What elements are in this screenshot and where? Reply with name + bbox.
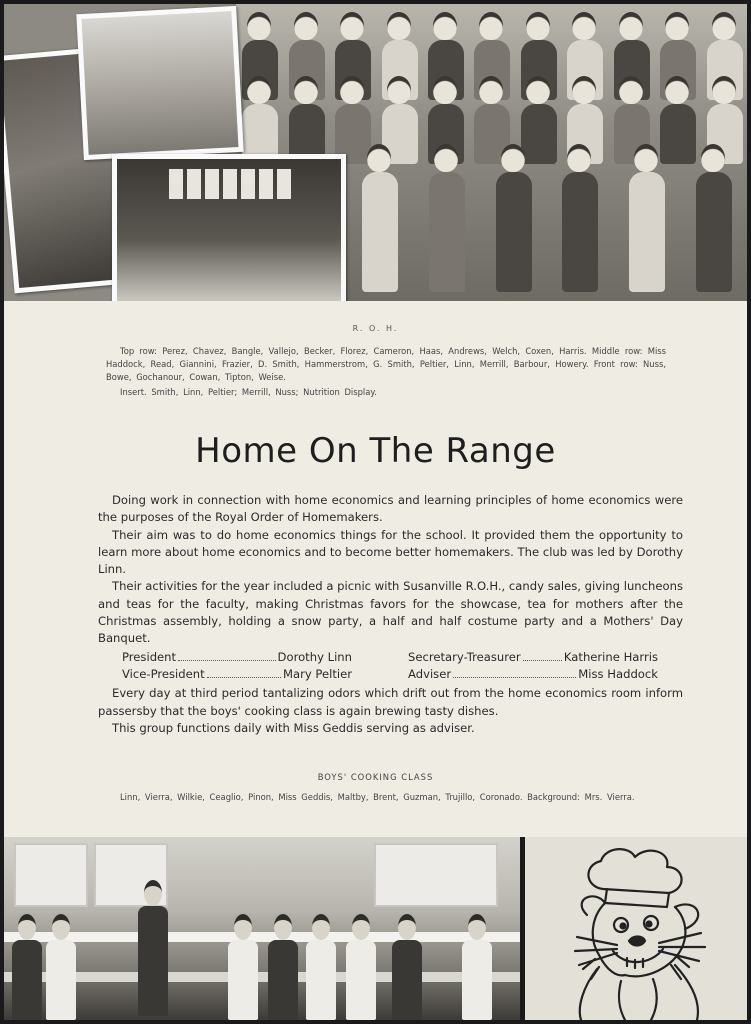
roh-group-photo-collage: [4, 4, 747, 301]
paragraph-aim: Their aim was to do home economics things for the school. It provided them the opportunity to learn more about home economics and to become better homemakers. The club was led by Dorothy Linn.: [98, 527, 683, 577]
yearbook-page: [4, 4, 747, 1020]
roh-names: Top row: Perez, Chavez, Bangle, Vallejo, Becker, Florez, Cameron, Haas, Andrews, Welch, Coxen, Harris. Middle row: Miss Haddock, Read, Giannini, Frazier, D. Smith, Hammerstrom, G. Smith, Peltier, Linn, Merrill, Barbour, Howery. Front row: Nuss, Bowe, Gochanour, Cowan, Tipton, Weise.: [106, 346, 666, 382]
article-body: [98, 492, 683, 737]
insert-photo-two-girls: [76, 6, 243, 160]
boys-cooking-class-title: BOYS' COOKING CLASS: [317, 772, 434, 782]
officer-secretary-treasurer: Secretary-Treasurer Katherine Harris: [408, 649, 658, 664]
paragraph-adviser: This group functions daily with Miss Geddis serving as adviser.: [112, 720, 475, 735]
roh-insert-caption: Insert. Smith, Linn, Peltier; Merrill, Nuss; Nutrition Display.: [120, 387, 377, 397]
boys-cooking-class-names: Linn, Vierra, Wilkie, Ceaglio, Pinon, Miss Geddis, Maltby, Brent, Guzman, Trujillo, Coronado. Background: Mrs. Vierra.: [120, 792, 635, 802]
officer-adviser: Adviser Miss Haddock: [408, 666, 658, 681]
insert-photo-nutrition-display: [112, 154, 346, 301]
boys-cooking-class-photo: [4, 837, 520, 1020]
officer-president: President Dorothy Linn: [122, 649, 352, 664]
paragraph-cooking-class: Every day at third period tantalizing odors which drift out from the home economics room inform passersby that the boys' cooking class is again brewing tasty dishes.: [98, 686, 683, 718]
boys-cooking-class-caption: [106, 791, 691, 804]
officer-vice-president: Vice-President Mary Peltier: [122, 666, 352, 681]
page-title: Home On The Range: [195, 431, 556, 471]
paragraph-activities: Their activities for the year included a picnic with Susanville R.O.H., candy sales, giving luncheons and teas for the faculty, making Christmas favors for the showcase, tea for mothers after the Christmas assembly, holding a snow party, a half and half costume party and a Mothers' Day Banquet.: [98, 579, 683, 646]
paragraph-purpose: Doing work in connection with home economics and learning principles of home economics were the purposes of the Royal Order of Homemakers.: [98, 493, 683, 525]
chef-rat-cartoon: [525, 837, 747, 1020]
chef-rat-icon: [525, 837, 747, 1020]
bottom-photo-band: [4, 837, 747, 1020]
roh-photo-caption: [106, 345, 666, 399]
roh-caption-title: R. O. H.: [352, 324, 399, 333]
officer-list: [122, 649, 683, 684]
